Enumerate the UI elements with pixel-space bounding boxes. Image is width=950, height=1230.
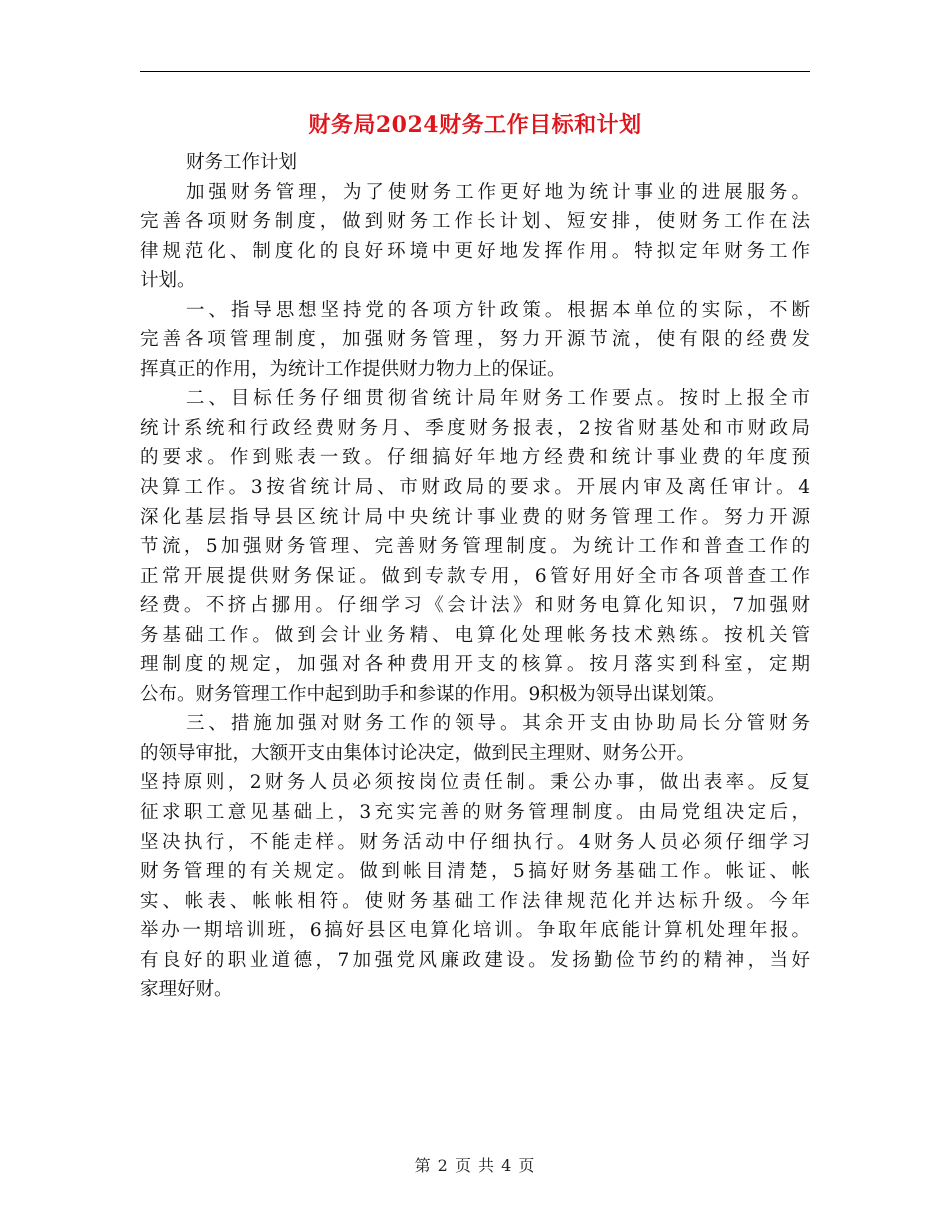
text-line: 决算工作。3按省统计局、市财政局的要求。开展内审及离任审计。4 — [140, 477, 810, 499]
text-line: 实、帐表、帐帐相符。使财务基础工作法律规范化并达标升级。今年 — [140, 890, 810, 912]
text-line: 经费。不挤占挪用。仔细学习《会计法》和财务电算化知识，7加强财 — [140, 595, 810, 617]
text-line: 务基础工作。做到会计业务精、电算化处理帐务技术熟练。按机关管 — [140, 624, 810, 646]
text-line: 完善各项管理制度，加强财务管理，努力开源节流，使有限的经费发 — [140, 329, 810, 351]
text-line: 家理好财。 — [140, 979, 233, 1001]
document-title: 财务局2024财务工作目标和计划 — [308, 112, 642, 138]
document-body — [140, 148, 810, 1005]
text-line: 征求职工意见基础上，3充实完善的财务管理制度。由局党组决定后， — [140, 802, 810, 824]
page-number-footer: 第 2 页 共 4 页 — [414, 1156, 536, 1175]
text-line: 完善各项财务制度，做到财务工作长计划、短安排，使财务工作在法 — [140, 211, 810, 233]
text-line: 挥真正的作用，为统计工作提供财力物力上的保证。 — [140, 358, 566, 380]
text-line: 的要求。作到账表一致。仔细搞好年地方经费和统计事业费的年度预 — [140, 447, 810, 469]
text-line: 统计系统和行政经费财务月、季度财务报表，2按省财基处和市财政局 — [140, 417, 810, 439]
text-line: 公布。财务管理工作中起到助手和参谋的作用。9积极为领导出谋划策。 — [140, 683, 726, 705]
text-line: 律规范化、制度化的良好环境中更好地发挥作用。特拟定年财务工作 — [140, 240, 810, 262]
text-line: 财务工作计划 — [186, 152, 298, 173]
text-line: 一、指导思想坚持党的各项方针政策。根据本单位的实际，不断 — [186, 299, 810, 321]
text-line: 三、措施加强对财务工作的领导。其余开支由协助局长分管财务 — [186, 713, 810, 735]
text-line: 理制度的规定，加强对各种费用开支的核算。按月落实到科室，定期 — [140, 654, 810, 676]
text-line: 坚决执行，不能走样。财务活动中仔细执行。4财务人员必须仔细学习 — [140, 831, 810, 853]
text-line: 节流，5加强财务管理、完善财务管理制度。为统计工作和普查工作的 — [140, 536, 810, 558]
text-line: 加强财务管理，为了使财务工作更好地为统计事业的进展服务。 — [186, 181, 810, 203]
text-line: 坚持原则，2财务人员必须按岗位责任制。秉公办事，做出表率。反复 — [140, 772, 810, 794]
text-line: 的领导审批，大额开支由集体讨论决定，做到民主理财、财务公开。 — [140, 742, 696, 764]
header-rule — [140, 71, 810, 72]
text-line: 举办一期培训班，6搞好县区电算化培训。争取年底能计算机处理年报。 — [140, 920, 810, 942]
text-line: 深化基层指导县区统计局中央统计事业费的财务管理工作。努力开源 — [140, 506, 810, 528]
text-line: 正常开展提供财务保证。做到专款专用，6管好用好全市各项普查工作 — [140, 565, 810, 587]
text-line: 有良好的职业道德，7加强党风廉政建设。发扬勤俭节约的精神，当好 — [140, 949, 810, 971]
text-line: 计划。 — [140, 270, 196, 292]
text-line: 财务管理的有关规定。做到帐目清楚，5搞好财务基础工作。帐证、帐 — [140, 861, 810, 883]
text-line: 二、目标任务仔细贯彻省统计局年财务工作要点。按时上报全市 — [186, 388, 810, 410]
